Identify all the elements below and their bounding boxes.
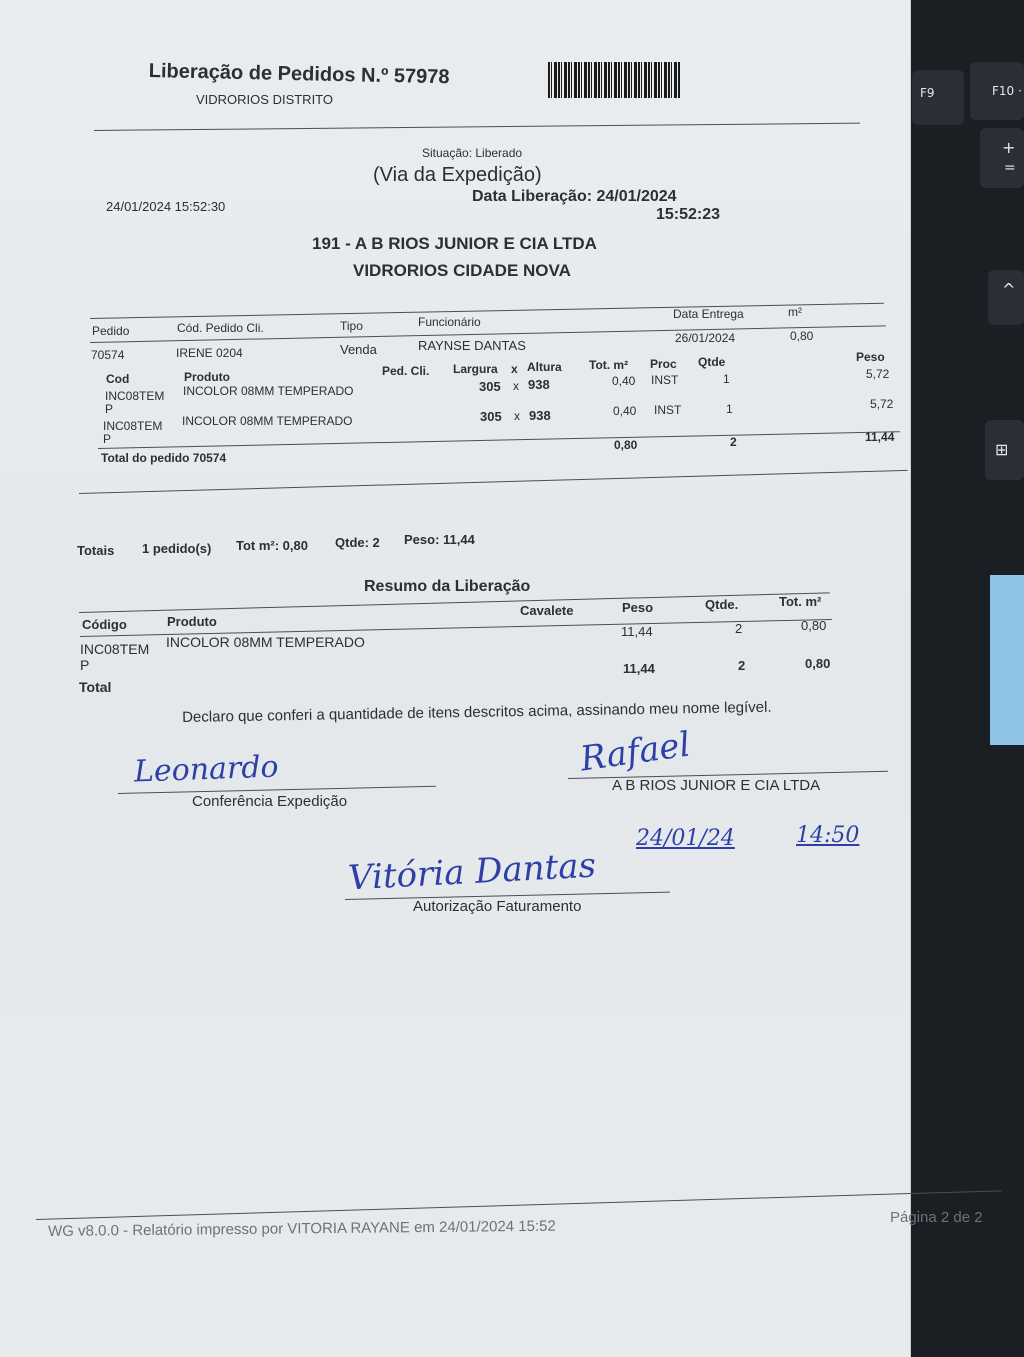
- item-2-x: x: [514, 409, 520, 423]
- item-2-largura: 305: [480, 409, 502, 424]
- resumo-total-label: Total: [79, 679, 112, 695]
- windows-icon: ⊞: [995, 440, 1009, 459]
- totais-qtde: Qtde: 2: [335, 535, 380, 550]
- resumo-col-codigo: Código: [82, 617, 127, 632]
- resumo-row-codigo: INC08TEM: [80, 641, 150, 657]
- conferencia-label: Conferência Expedição: [192, 793, 348, 810]
- item-1-tot-m2: 0,40: [612, 374, 636, 388]
- totais-pedidos: 1 pedido(s): [142, 541, 212, 556]
- situacao: Situação: Liberado: [422, 146, 523, 160]
- data-liberacao: Data Liberação: 24/01/2024: [472, 188, 677, 205]
- item-1-largura: 305: [479, 379, 501, 394]
- key-windows: [985, 420, 1024, 480]
- order-total-qtde: 2: [730, 435, 737, 449]
- client-signature-label: A B RIOS JUNIOR E CIA LTDA: [612, 777, 821, 794]
- handwritten-date: 24/01/24: [636, 826, 735, 851]
- resumo-title: Resumo da Liberação: [364, 578, 531, 595]
- autorizacao-signature: Vitória Dantas: [347, 845, 597, 899]
- col-pedido: Pedido: [92, 324, 130, 338]
- order-cod-pedido-cli: IRENE 0204: [176, 346, 243, 360]
- item-col-qtde: Qtde: [698, 355, 726, 369]
- order-total-peso: 11,44: [865, 430, 895, 444]
- col-cod-pedido-cli: Cód. Pedido Cli.: [177, 321, 264, 335]
- resumo-col-produto: Produto: [167, 614, 217, 629]
- key-f10: F10 ·: [970, 62, 1024, 120]
- col-data-entrega: Data Entrega: [673, 307, 744, 321]
- item-2-altura: 938: [529, 408, 551, 423]
- item-col-proc: Proc: [650, 357, 677, 371]
- company-name: VIDRORIOS DISTRITO: [196, 92, 333, 107]
- item-col-peso: Peso: [856, 350, 885, 364]
- resumo-row-tot-m2: 0,80: [801, 618, 827, 633]
- item-col-largura: Largura: [453, 362, 498, 376]
- item-col-produto: Produto: [184, 370, 230, 384]
- via-expedicao: (Via da Expedição): [373, 164, 542, 186]
- item-1-cod: INC08TEM: [105, 389, 165, 403]
- item-2-cod-suffix: P: [103, 432, 112, 446]
- item-1-cod-suffix: P: [105, 402, 114, 416]
- col-m2: m²: [788, 305, 802, 319]
- order-total-label: Total do pedido 70574: [101, 451, 227, 465]
- item-1-produto: INCOLOR 08MM TEMPERADO: [183, 384, 354, 398]
- resumo-row-codigo-suffix: P: [80, 657, 90, 673]
- key-f9: F9: [912, 70, 964, 125]
- document-title: Liberação de Pedidos N.º 57978: [148, 60, 450, 89]
- order-data-entrega: 26/01/2024: [675, 331, 736, 345]
- conferencia-signature: Leonardo: [133, 749, 280, 790]
- resumo-total-peso: 11,44: [623, 661, 655, 676]
- item-col-ped-cli: Ped. Cli.: [382, 364, 430, 378]
- item-2-cod: INC08TEM: [103, 419, 163, 433]
- item-1-qtde: 1: [723, 372, 730, 386]
- resumo-row-qtde: 2: [735, 621, 743, 636]
- item-col-x: x: [511, 362, 518, 376]
- order-total-m2: 0,80: [614, 438, 638, 452]
- order-m2: 0,80: [790, 329, 814, 343]
- order-funcionario: RAYNSE DANTAS: [418, 338, 526, 353]
- footer-page: Página 2 de 2: [890, 1209, 983, 1226]
- autorizacao-label: Autorização Faturamento: [413, 898, 582, 915]
- footer-printed-by: WG v8.0.0 - Relatório impresso por VITORIA RAYANE em 24/01/2024 15:52: [48, 1217, 556, 1240]
- item-1-x: x: [513, 379, 519, 393]
- key-plus: + =: [980, 128, 1024, 188]
- resumo-total-qtde: 2: [738, 658, 746, 673]
- resumo-col-cavalete: Cavalete: [520, 603, 574, 618]
- resumo-row-peso: 11,44: [621, 624, 653, 639]
- totais-m2: Tot m²: 0,80: [236, 538, 308, 553]
- col-tipo: Tipo: [340, 319, 363, 333]
- item-2-peso: 5,72: [870, 397, 894, 411]
- handwritten-time: 14:50: [796, 823, 860, 848]
- client-name: 191 - A B RIOS JUNIOR E CIA LTDA: [312, 234, 597, 253]
- print-datetime: 24/01/2024 15:52:30: [106, 199, 226, 214]
- item-1-proc: INST: [651, 373, 679, 387]
- declaration-text: Declaro que conferi a quantidade de itens descritos acima, assinando meu nome legível.: [182, 698, 772, 726]
- item-col-tot-m2: Tot. m²: [589, 358, 629, 372]
- data-liberacao-time: 15:52:23: [656, 206, 721, 223]
- key-up: ^: [988, 270, 1024, 325]
- item-1-peso: 5,72: [866, 367, 890, 381]
- resumo-total-m2: 0,80: [805, 656, 831, 671]
- item-2-proc: INST: [654, 403, 682, 417]
- resumo-col-tot-m2: Tot. m²: [779, 594, 822, 609]
- col-funcionario: Funcionário: [418, 315, 481, 329]
- item-1-altura: 938: [528, 377, 550, 392]
- resumo-col-peso: Peso: [622, 600, 654, 615]
- item-2-tot-m2: 0,40: [613, 404, 637, 418]
- order-tipo: Venda: [340, 342, 377, 357]
- item-2-produto: INCOLOR 08MM TEMPERADO: [182, 414, 353, 428]
- client-store: VIDRORIOS CIDADE NOVA: [353, 261, 571, 280]
- item-col-altura: Altura: [527, 360, 562, 374]
- client-signature: Rafael: [577, 724, 693, 780]
- resumo-col-qtde: Qtde.: [705, 597, 739, 612]
- barcode: [548, 62, 680, 98]
- item-col-cod: Cod: [106, 372, 130, 386]
- order-pedido: 70574: [91, 348, 125, 362]
- monitor-edge: [990, 575, 1024, 745]
- item-2-qtde: 1: [726, 402, 733, 416]
- resumo-row-produto: INCOLOR 08MM TEMPERADO: [166, 634, 365, 650]
- totais-label: Totais: [77, 543, 115, 558]
- totais-peso: Peso: 11,44: [404, 532, 475, 547]
